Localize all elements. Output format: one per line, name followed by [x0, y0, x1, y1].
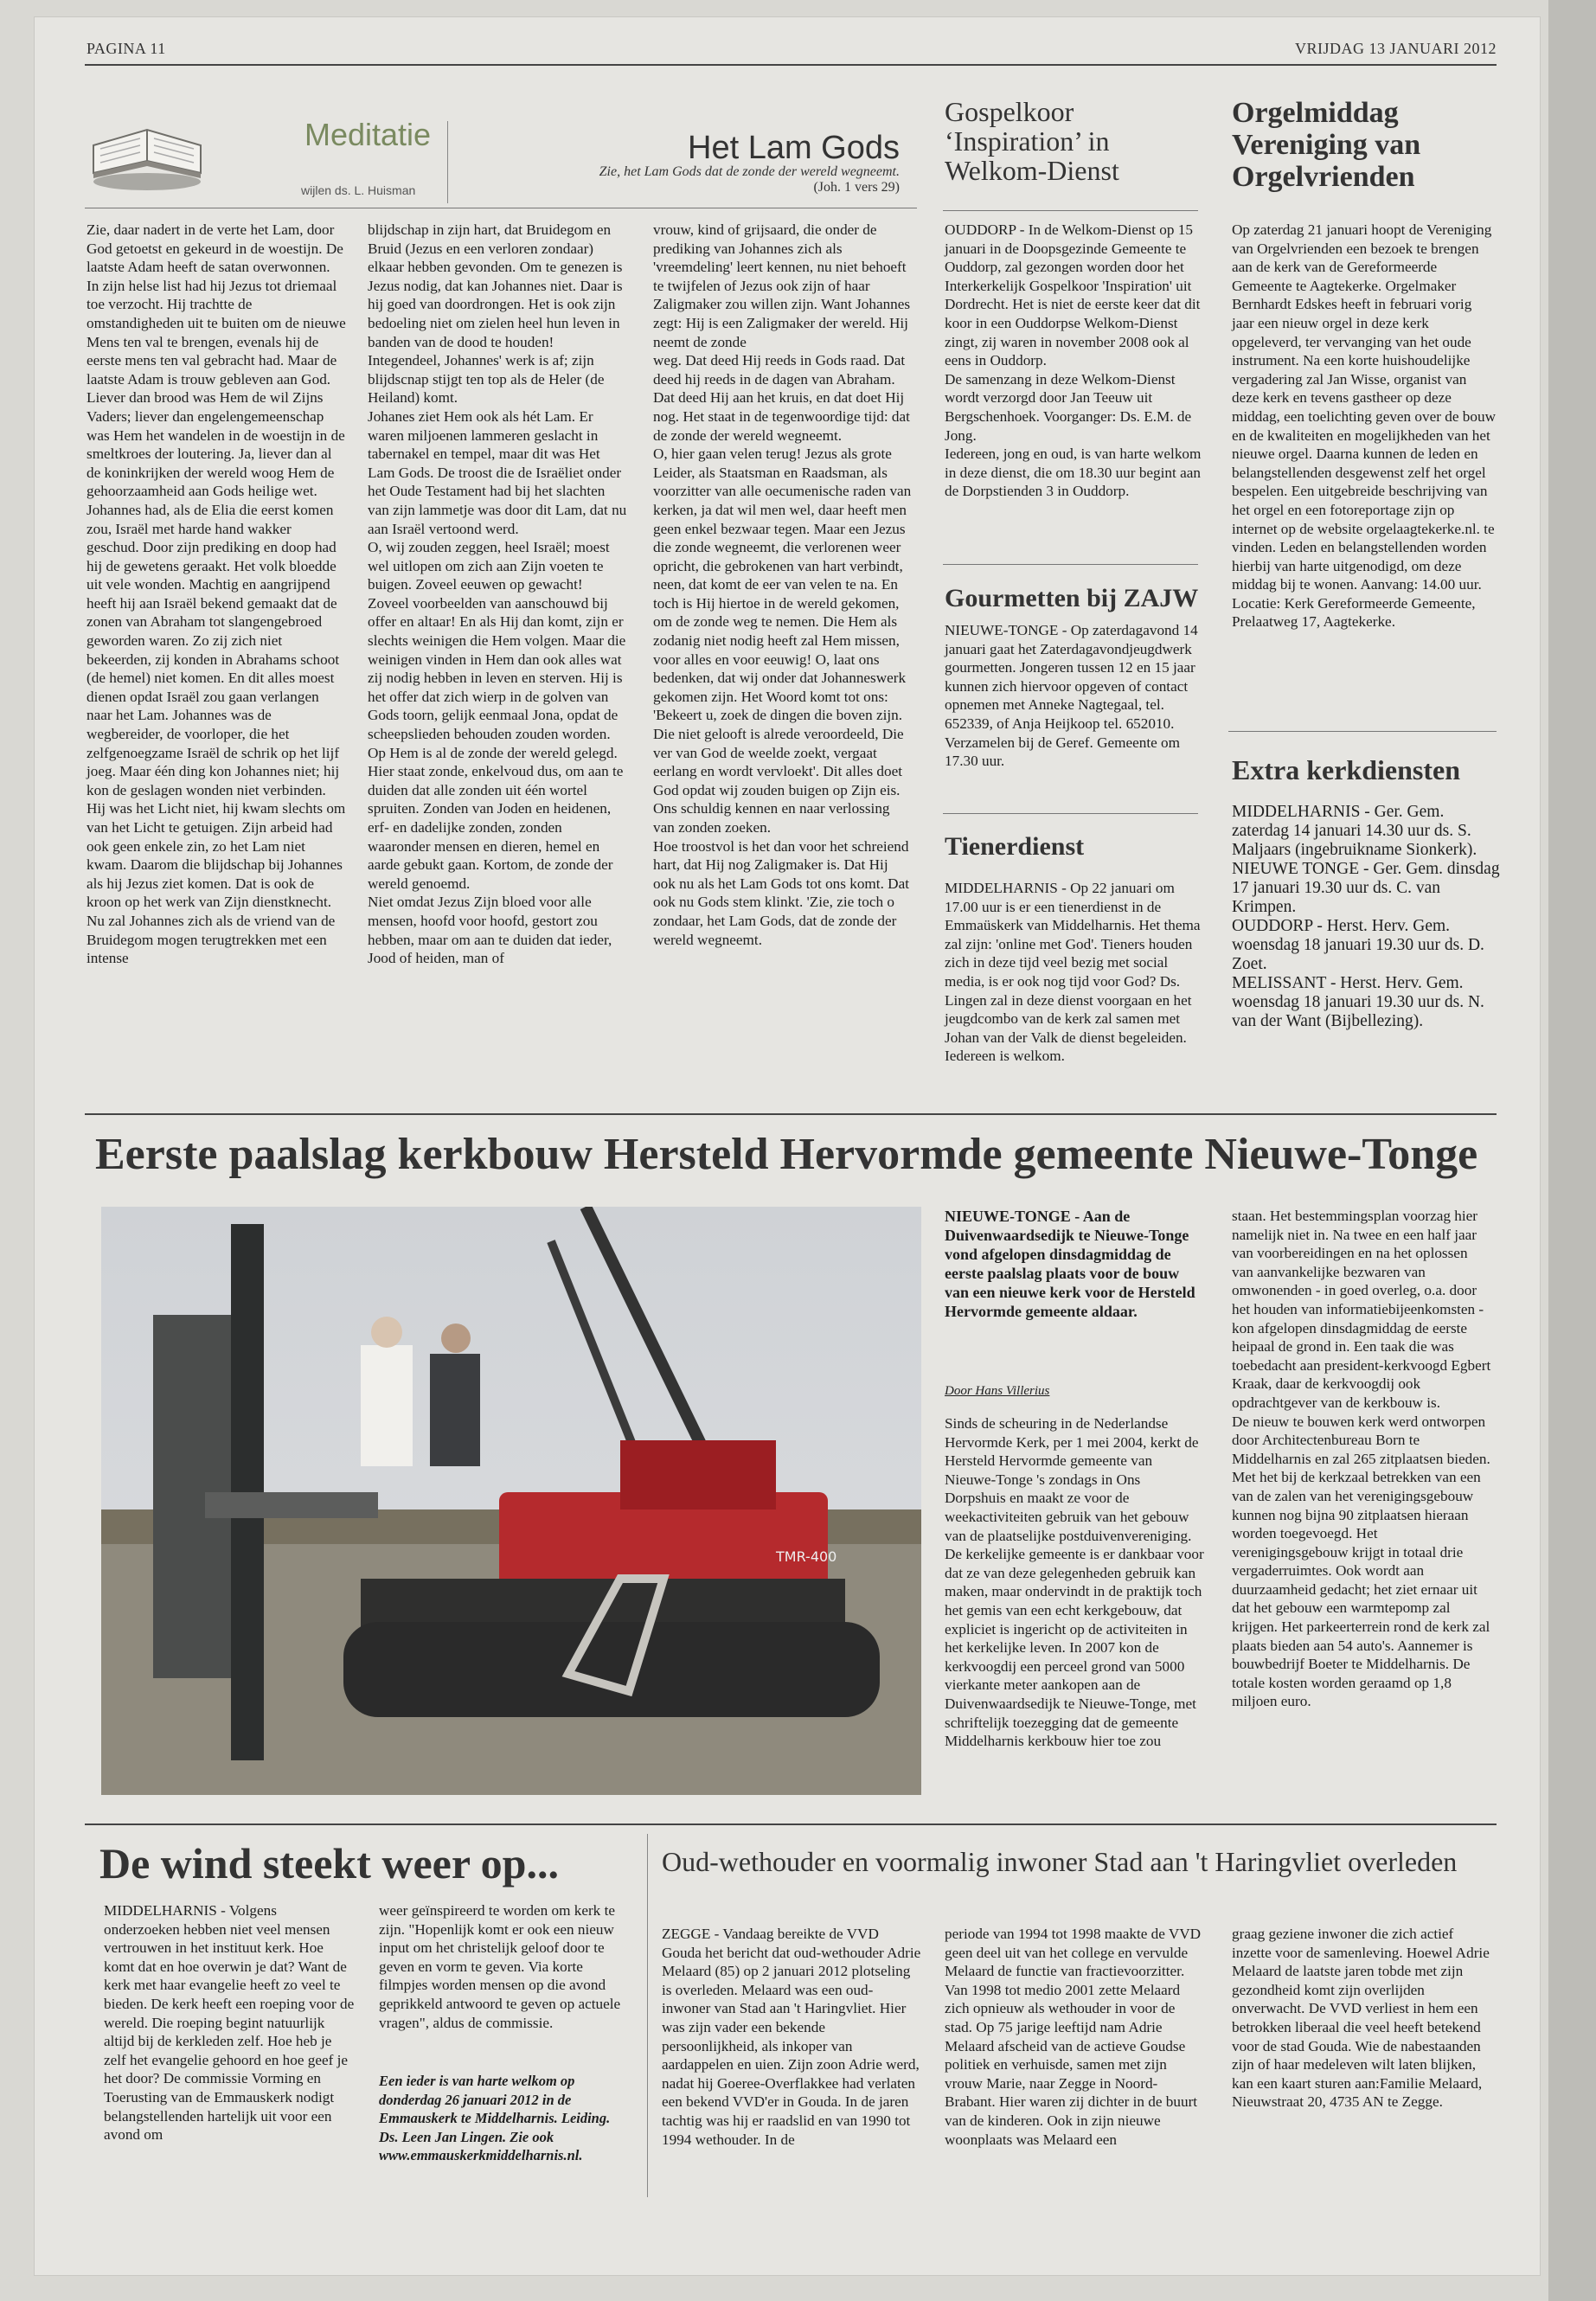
page-edge: [1548, 0, 1596, 2301]
oudwethouder-column-2: periode van 1994 tot 1998 maakte de VVD geen deel uit van het college en vervulde Melaard de functie van fractievoorzitter. Van 1998 tot medio 2001 zette Melaard zich opnieuw als wethouder in voor de stad. Op 75 jarige leeftijd nam Adrie Melaard afscheid van de actieve Goudse politiek en verhuisde, samen met zijn vrouw Marie, naar Zegge in Noord-Brabant. Hier waren zij dichter in de buurt van de kinderen. Ook in zijn nieuwe woonplaats was Melaard een: [945, 1926, 1202, 2148]
rule: [1228, 731, 1497, 732]
paragraph: vrouw, kind of grijsaard, die onder de prediking van Johannes zich als 'vreemdeling' leert kennen, nu niet behoeft te twijfelen of Jezus ook zijn of haar Zaligmaker zou willen zijn. Want Johannes zegt: Hij is een Zaligmaker der wereld. Hij neemt de zonde: [653, 221, 911, 350]
oudwethouder-column-3: graag geziene inwoner die zich actief inzette voor de samenleving. Hoewel Adrie Melaard de laatste jaren tobde met zijn gezondheid komt zijn overlijden onverwacht. De VVD verliest in hem een betrokken liberaal die veel heeft betekend voor de stad Gouda. Wie de nabestaanden zijn of haar medeleven wilt laten blijken, kan een kaart sturen aan:Familie Melaard, Nieuwstraat 20, 4735 AN te Zegge.: [1232, 1926, 1490, 2111]
paragraph: Hier staat zonde, enkelvoud dus, om aan te duiden dat alle zonden uit één wortel spruiten. Zonden van Joden en heidenen, erf- en dadelijke zonden, zonden waaronder mensen en dieren, hemel en aarde gebukt gaan. Kortom, de zonde der wereld genoemd.: [368, 763, 624, 892]
paalslag-headline: Eerste paalslag kerkbouw Hersteld Hervormde gemeente Nieuwe-Tonge: [95, 1130, 1478, 1179]
paragraph: weg. Dat deed Hij reeds in Gods raad. Dat deed hij reeds in de dagen van Abraham. Dat deed Hij aan het kruis, en dat doet Hij nog. Het staat in de tegenwoordige tijd: dat de zonde der wereld wegneemt.: [653, 352, 910, 444]
byline: wijlen ds. L. Huisman: [301, 183, 416, 197]
construction-photo: [101, 1207, 921, 1795]
gourmetten-title: Gourmetten bij ZAJW: [945, 584, 1199, 612]
wind-column-2: weer geïnspireerd te worden om kerk te zijn. "Hopenlijk komt er ook een nieuw input om het christelijk geloof door te geven en vorm te geven. Via korte filmpjes worden mensen op die avond geprikkeld antwoord te geven op actuele vragen", aldus de commissie.: [379, 1902, 621, 2031]
paalslag-column-2: [1232, 1207, 1491, 1711]
orgelmiddag-title: Orgelmiddag Vereniging van Orgelvrienden: [1232, 97, 1421, 193]
oudwethouder-column-1: ZEGGE - Vandaag bereikte de VVD Gouda het bericht dat oud-wethouder Adrie Melaard (85) op 2 januari 2012 plotseling is overleden. Melaard was een oud-inwoner van Stad aan 't Haringvliet. Hier was zijn vader een bekende persoonlijkheid, als inkoper van aardappelen en uien. Zijn zoon Adrie werd, nadat hij Goeree-Overflakkee had verlaten een bekend VVD'er in Gouda. In de jaren tachtig was hij er raadslid en van 1990 tot 1994 wethouder. In de: [662, 1926, 921, 2148]
paragraph: Zie, daar nadert in de verte het Lam, door God getoetst en gekeurd in de woestijn. De laatste Adam heeft de satan overwonnen. In zijn helse list had hij Jezus tot driemaal toe verzocht. Hij trachtte de omstandigheden uit te buiten om de nieuwe Mens ten val te brengen, evenals hij de eerste mens ten val gebracht had. Maar de laatste Adam is trouw gebleven aan God. Liever dan brood was Hem de wil Zijns Vaders; liever dan engelengemeenschap was Hem het wandelen in de woestijn in de smeltkroes der loutering. Ja, liever dan al de koninkrijken der wereld woog Hem de gehoorzaamheid aan Gods heilige wet.: [87, 221, 346, 500]
machine-label: TMR-400: [776, 1548, 837, 1565]
extra-body: [1232, 803, 1500, 1031]
oudwethouder-headline: Oud-wethouder en voormalig inwoner Stad aan 't Haringvliet overleden: [662, 1846, 1458, 1877]
paragraph: staan. Het bestemmingsplan voorzag hier namelijk niet in. Na twee en een half jaar van voorbereidingen en na het oplossen van aanvankelijke bezwaren van omwonenden - in goed overleg, o.a. door het houden van informatiebijeenkomsten - kon afgelopen dinsdagmiddag de eerste heipaal de grond in. Een taak die was toebedacht aan president-kerkvoogd Egbert Kraak, daar de kerkvoogdij ook opdrachtgever van de kerkbouw is.: [1232, 1208, 1491, 1411]
meditatie-reference: (Joh. 1 vers 29): [813, 180, 900, 195]
header-rule: [85, 64, 1497, 66]
orgelmiddag-body: Op zaterdag 21 januari hoopt de Vereniging van Orgelvrienden een bezoek te brengen aan de kerk van de Gereformeerde Gemeente te Aagtekerke. Orgelmaker Bernhardt Edskes heeft in februari vorig jaar een nieuw orgel in deze kerk opgeleverd, ter vervanging van het oude instrument. Na een korte huishoudelijke vergadering zal Jan Wisse, organist van deze kerk en tevens gastheer op deze middag, een toelichting geven over de bouw en de kwaliteiten en mogelijkheden van het nieuwe orgel. Daarna kunnen de leden en belangstellenden desgewenst zelf het orgel bespelen. Een uitgebreide beschrijving van het orgel en een fotoreportage zijn op internet op de website orgelaagtekerke.nl. te vinden. Leden en belangstellenden worden hierbij van harte uitgenodigd, om deze middag bij te wonen. Aanvang: 14.00 uur. Locatie: Kerk Gereformeerde Gemeente, Prelaatweg 17, Aagtekerke.: [1232, 221, 1496, 631]
gospelkoor-title: Gospelkoor ‘Inspiration’ in Welkom-Dienst: [945, 96, 1119, 186]
page-number: PAGINA 11: [87, 40, 166, 57]
bible-icon: [87, 111, 208, 197]
meditatie-column-1: [87, 221, 346, 968]
meditatie-column-2: [368, 221, 627, 968]
divider: [447, 121, 448, 203]
wind-headline: De wind steekt weer op...: [99, 1839, 559, 1888]
section-rule: [85, 1113, 1497, 1115]
paragraph: Johanes ziet Hem ook als hét Lam. Er waren miljoenen lammeren geslacht in tabernakel en tempel, maar dit was Het Lam Gods. De troost die de Israëliet onder het Oude Testament had bij het slachten van zijn lammetje was door dit Lam, dat nu aan Israël vertoond werd.: [368, 407, 627, 537]
page-date: VRIJDAG 13 JANUARI 2012: [1294, 40, 1497, 57]
gourmetten-body: NIEUWE-TONGE - Op zaterdagavond 14 januari gaat het Zaterdagavondjeugdwerk gourmetten. Jongeren tussen 12 en 15 jaar kunnen zich hiervoor opgeven of contact opnemen met Anneke Nagtegaal, tel. 652339, of Anja Heijkoop tel. 652010. Verzamelen bij de Geref. Gemeente om 17.30 uur.: [945, 622, 1198, 770]
extra-title: Extra kerkdiensten: [1232, 754, 1460, 785]
meditatie-column-3: [653, 221, 913, 949]
wind-column-1: MIDDELHARNIS - Volgens onderzoeken hebben niet veel mensen vertrouwen in het instituut kerk. Hoe komt dat en hoe overwin je dat? Want de kerk met haar evangelie heeft zo veel te bieden. De kerk heeft een roeping voor de wereld. Die roeping begint natuurlijk altijd bij de kerkleden zelf. Hoe heb je zelf het evangelie gehoord en hoe geef je het door? De commissie Vorming en Toerusting van de Emmauskerk nodigt belangstellenden hartelijk uit voor een avond om: [104, 1902, 355, 2144]
paragraph: O, hier gaan velen terug! Jezus als grote Leider, als Staatsman en Raadsman, als voorzitter van alle oecumenische raden van kerken, ja dat wil men wel, daar heeft men geen enkel bezwaar tegen. Maar een Jezus die zonde wegneemt, die verlorenen weer opricht, die gebrokenen van hart verbindt, neen, dat komt de eer van velen te na. En toch is Hij hiertoe in de wereld gekomen, om de zonde weg te nemen. Die Hem als zodanig niet nodig heeft zal Hem missen, voor alles en voor eeuwig! O, laat ons bedenken, dat wij onder dat Johanneswerk gekomen zijn. Het Woord komt tot ons: 'Bekeert u, zoek de dingen die boven zijn. Die niet gelooft is alrede veroordeeld, Die ver van God de weelde zoekt, vergaat eerlang en wordt vervloekt'. Dit alles doet God opdat wij zouden buigen op Zijn eis. Ons schuldig kennen en naar verlossing van zonden zoeken.: [653, 445, 912, 836]
paragraph: O, wij zouden zeggen, heel Israël; moest wel uitlopen om zich aan Zijn voeten te buigen. Zoveel eeuwen op gewacht! Zoveel voorbeelden van aanschouwd bij offer en altaar! En als Hij dan komt, zijn er slechts weinigen die Hem volgen. Maar die weinigen vinden in Hem dan ook alles wat zij nodig hebben in leven en sterven. Hij is het offer dat zich wierp in de golven van Gods toorn, gelijk eenmaal Jona, opdat de scheepslieden behouden zouden worden. Op Hem is al de zonde der wereld gelegd.: [368, 539, 626, 761]
section-label: Meditatie: [304, 117, 432, 152]
paragraph: Johannes had, als de Elia die eerst komen zou, Israël met harde hand wakker geschud. Door zijn prediking en doop had hij de gewetens geraakt. Het volk bloedde uit vele wonden. Machtig en aangrijpend heeft hij aan Israël bekend gemaakt dat de zonen van Abraham tot slangengebroed geworden waren. Zo zij zich niet bekeerden, zij konden in Abrahams schoot (de hemel) niet komen. En dit alles moest dienen opdat Israël zou gaan verlangen naar het Lam. Johannes was de wegbereider, de voorloper, die het zelfgenoegzame Israël de schrik op het lijf joeg. Maar één ding kon Johannes niet; hij kon de geslagen wonden niet verbinden. Hij was het Licht niet, hij kwam slechts om van het Licht te getuigen. Zijn arbeid had ook geen enkele zin, zo het Lam niet kwam. Daarom die blijdschap bij Johannes als hij Jezus ziet komen. Dat is ook de kroon op het werk van Zijn dienstknecht. Nu zal Johannes zich als de vriend van de Bruidegom mogen terugtrekken met een intense: [87, 501, 346, 967]
meditatie-quote: Zie, het Lam Gods dat de zonde der wereld wegneemt.: [599, 164, 900, 179]
paragraph: blijdschap in zijn hart, dat Bruidegom en Bruid (Jezus en een verloren zondaar) elkaar hebben gevonden. Om te genezen is Jezus nodig, dat kan Johannes niet. Daar is hij goed van doordrongen. Het is ook zijn bedoeling niet om zielen heel hun leven in banden van de dood te houden! Integendeel, Johannes' werk is af; zijn blijdscnap stijgt ten top als de Heler (de Heiland) komt.: [368, 221, 623, 407]
wind-invitation: Een ieder is van harte welkom op donderdag 26 januari 2012 in de Emmauskerk te Middelharnis. Leiding. Ds. Leen Jan Lingen. Zie ook www.emmauskerkmiddelharnis.nl.: [379, 2073, 611, 2164]
service-item: NIEUWE TONGE - Ger. Gem. dinsdag 17 januari 19.30 uur ds. C. van Krimpen.: [1232, 860, 1500, 916]
gospelkoor-body: [945, 221, 1204, 501]
pile-driver-illustration: [101, 1207, 921, 1795]
service-item: OUDDORP - Herst. Herv. Gem. woensdag 18 januari 19.30 uur ds. D. Zoet.: [1232, 917, 1484, 973]
paalslag-column-1: Sinds de scheuring in de Nederlandse Hervormde Kerk, per 1 mei 2004, kerkt de Hersteld Hervormde gemeente van Nieuwe-Tonge 's zondags in Ons Dorpshuis en maakt ze voor de weekactiviteiten gebruik van het gebouw van de plaatselijke postduivenvereniging. De kerkelijke gemeente is er dankbaar voor dat ze van deze gelegenheden gebruik kan maken, maar ondervindt in de praktijk toch het gemis van een echt kerkgebouw, dat expliciet is ingericht op de activiteiten in het kerkelijke leven. In 2007 kon de kerkvoogdij een perceel grond van 5000 vierkante meter aankopen aan de Duivenwaardsedijk te Nieuwe-Tonge, met schriftelijk toezegging dat de gemeente Middelharnis kerkbouw hier toe zou: [945, 1415, 1204, 1750]
paragraph: De nieuw te bouwen kerk werd ontworpen door Architectenbureau Born te Middelharnis en zal 265 zitplaatsen bieden. Met het bij de kerkzaal betrekken van een van de zalen van het verenigingsgebouw kunnen nog bijna 90 zitplaatsen hieraan worden toegevoegd. Het verenigingsgebouw krijgt in totaal drie vergaderruimtes. Ook wordt aan duurzaamheid gedacht; het ziet ernaar uit dat het gebouw een warmtepomp zal krijgen. Het parkeerterrein rond de kerk zal plaats bieden aan 54 auto's. Aannemer is bouwbedrijf Boeter te Middelharnis. De totale kosten worden geraamd op 1,8 miljoen euro.: [1232, 1413, 1490, 1710]
rule: [943, 564, 1198, 565]
paalslag-lead: NIEUWE-TONGE - Aan de Duivenwaardsedijk te Nieuwe-Tonge vond afgelopen dinsdagmiddag de eerste paalslag plaats voor de bouw van een nieuwe kerk voor de Hersteld Hervormde gemeente aldaar.: [945, 1208, 1195, 1320]
section-rule: [85, 1823, 1497, 1825]
paragraph: Hoe troostvol is het dan voor het schreiend hart, dat Hij nog Zaligmaker is. Dat Hij ook nu als het Lam Gods tot ons komt. Dat ook nu Gods stem klinkt. 'Zie, zie toch o zondaar, het Lam Gods, dat de zonde der wereld wegneemt.: [653, 837, 909, 948]
rule: [943, 210, 1198, 211]
service-item: MIDDELHARNIS - Ger. Gem. zaterdag 14 januari 14.30 uur ds. S. Maljaars (ingebruikname Sionkerk).: [1232, 803, 1477, 859]
paragraph: Iedereen, jong en oud, is van harte welkom in deze dienst, die om 18.30 uur begint aan de Dorpstienden 3 in Ouddorp.: [945, 445, 1202, 500]
divider: [647, 1834, 648, 2197]
tienerdienst-body: MIDDELHARNIS - Op 22 januari om 17.00 uur is er een tienerdienst in de Emmaüskerk van Middelharnis. Het thema zal zijn: 'online met God'. Tieners houden zich in deze tijd veel bezig met social media, is er ook nog tijd voor God? Ds. Lingen zal in deze dienst voorgaan en het jeugdcombo van de kerk zal samen met Johan van der Valk de dienst begeleiden. Iedereen is welkom.: [945, 880, 1201, 1065]
paalslag-byline: Door Hans Villerius: [945, 1384, 1050, 1398]
paragraph: De samenzang in deze Welkom-Dienst wordt verzorgd door Jan Teeuw uit Bergschenhoek. Voorganger: Ds. E.M. de Jong.: [945, 370, 1192, 444]
paragraph: OUDDORP - In de Welkom-Dienst op 15 januari in de Doopsgezinde Gemeente te Ouddorp, zal gezongen worden door het Interkerkelijk Gospelkoor 'Inspiration' uit Dordrecht. Het is niet de eerste keer dat dit koor in een Ouddorpse Welkom-Dienst zingt, zij waren in november 2008 ook al eens in Ouddorp.: [945, 221, 1201, 369]
paragraph: Niet omdat Jezus Zijn bloed voor alle mensen, hoofd voor hoofd, gestort zou hebben, maar om aan te duiden dat ieder, Jood of heiden, man of: [368, 894, 612, 967]
meditatie-title: Het Lam Gods: [688, 130, 900, 166]
rule: [943, 813, 1198, 814]
service-item: MELISSANT - Herst. Herv. Gem. woensdag 18 januari 19.30 uur ds. N. van der Want (Bijbellezing).: [1232, 974, 1484, 1030]
tienerdienst-title: Tienerdienst: [945, 832, 1085, 861]
